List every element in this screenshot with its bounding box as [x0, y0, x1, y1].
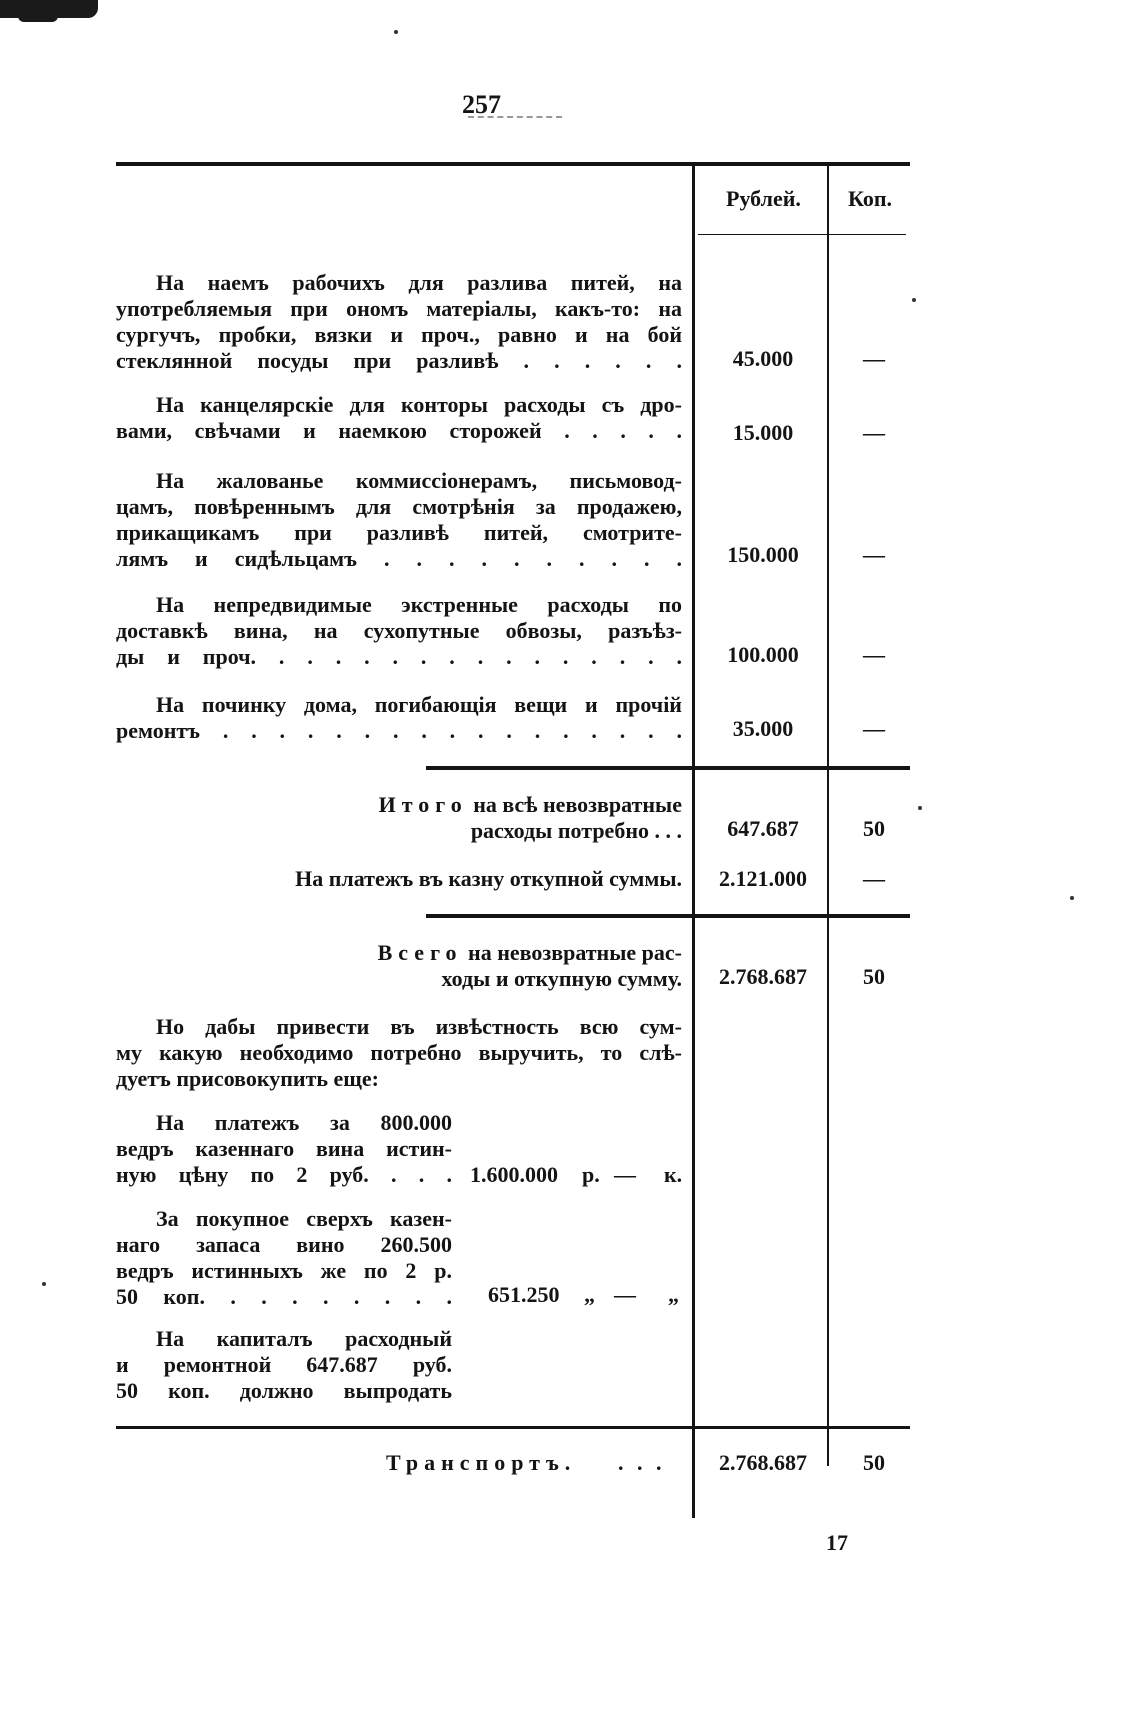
- expense-item: [116, 692, 682, 744]
- subtotal-word: Итого: [378, 792, 468, 817]
- total-line1: на невозвратные рас-: [468, 940, 682, 965]
- total-rule: [426, 914, 910, 918]
- sub-item-dash: —: [614, 1282, 636, 1307]
- kopeks-column-rule: [827, 166, 829, 1466]
- sub-item-unit-r: „: [584, 1282, 595, 1307]
- rubles-value: 100.000: [727, 642, 799, 667]
- sub-item-line: За покупное сверхъ казен-: [156, 1206, 452, 1231]
- sub-item: [116, 1326, 452, 1404]
- scan-speck: [912, 298, 916, 302]
- page-number-underline: [468, 116, 562, 118]
- item-line: лямъ и сидѣльцамъ . . . . . . . . . .: [116, 546, 682, 571]
- sub-item-line: На платежъ за 800.000: [156, 1110, 452, 1135]
- item-line: сургучъ, пробки, вязки и проч., равно и на бой: [116, 322, 682, 347]
- note-line: дуетъ присовокупить еще:: [116, 1066, 379, 1091]
- item-line: цамъ, повѣреннымъ для смотрѣнія за продажею,: [116, 494, 682, 519]
- sub-item-line: ную цѣну по 2 руб. . . .: [116, 1162, 452, 1187]
- kopeks-value: —: [863, 346, 885, 371]
- transport-dots: . . .: [618, 1450, 666, 1475]
- footer-number: 17: [826, 1530, 848, 1555]
- transport-rubles: 2.768.687: [719, 1450, 807, 1475]
- scan-speck: [42, 1282, 46, 1286]
- rubles-column-rule: [692, 166, 695, 1518]
- kopeks-value: —: [863, 716, 885, 741]
- item-line: прикащикамъ при разливѣ питей, смотрите-: [116, 520, 682, 545]
- scan-speck: [394, 30, 398, 34]
- note-line: му какую необходимо потребно выручить, то слѣ-: [116, 1040, 682, 1065]
- header-underline: [698, 234, 906, 235]
- expense-item: [116, 468, 682, 572]
- item-line: употребляемыя при ономъ матеріалы, какъ-то: на: [116, 296, 682, 321]
- scan-speck: [1070, 896, 1074, 900]
- rubles-value: 150.000: [727, 542, 799, 567]
- subtotal-line2: расходы потребно . . .: [470, 818, 682, 843]
- sub-item: [116, 1110, 452, 1188]
- sub-item-line: 50 коп. . . . . . . . .: [116, 1284, 452, 1309]
- sub-item-line: и ремонтной 647.687 руб.: [116, 1352, 452, 1377]
- transport-kopeks: 50: [863, 1450, 885, 1475]
- sub-item-amount: 651.250: [488, 1282, 560, 1307]
- sub-item-unit-r: р.: [582, 1162, 600, 1187]
- item-line: На непредвидимые экстренные расходы по: [156, 592, 682, 617]
- sub-item-line: На капиталъ расходный: [156, 1326, 452, 1351]
- payment-rubles: 2.121.000: [719, 866, 807, 891]
- item-line: стеклянной посуды при разливѣ . . . . . .: [116, 348, 682, 373]
- sub-item-dash: —: [614, 1162, 636, 1187]
- subtotal-rubles: 647.687: [727, 816, 799, 841]
- payment-label: На платежъ въ казну откупной суммы.: [295, 866, 682, 891]
- kopeks-column-header: Коп.: [848, 186, 893, 211]
- item-line: На наемъ рабочихъ для разлива питей, на: [156, 270, 682, 295]
- item-line: На починку дома, погибающія вещи и прочій: [156, 692, 682, 717]
- expense-item: [116, 592, 682, 670]
- item-line: доставкѣ вина, на сухопутные обвозы, разъѣз-: [116, 618, 682, 643]
- sub-item-line: ведръ казеннаго вина истин-: [116, 1136, 452, 1161]
- total-rubles: 2.768.687: [719, 964, 807, 989]
- payment-kopeks: —: [863, 866, 885, 891]
- expense-item: [116, 270, 682, 374]
- item-line: На жалованье коммиссіонерамъ, письмовод-: [156, 468, 682, 493]
- sub-item-line: наго запаса вино 260.500: [116, 1232, 452, 1257]
- subtotal-line1: на всѣ невозвратные: [473, 792, 682, 817]
- sub-item-line: ведръ истинныхъ же по 2 р.: [116, 1258, 452, 1283]
- sub-item: [116, 1206, 452, 1310]
- page-number: 257: [462, 90, 501, 119]
- kopeks-value: —: [863, 420, 885, 445]
- item-line: ремонтъ . . . . . . . . . . . . . . . . .: [116, 718, 682, 743]
- scan-speck: [918, 806, 922, 810]
- total-line2: ходы и откупную сумму.: [441, 966, 682, 991]
- total-word: Всего: [377, 940, 463, 965]
- total-label: [300, 940, 682, 966]
- subtotal-kopeks: 50: [863, 816, 885, 841]
- sub-item-amount: 1.600.000: [470, 1162, 558, 1187]
- subtotal-rule: [426, 766, 910, 770]
- item-line: вами, свѣчами и наемкою сторожей . . . . .: [116, 418, 682, 443]
- transport-rule: [116, 1426, 910, 1429]
- sub-item-unit-k: к.: [664, 1162, 683, 1187]
- subtotal-label: [300, 792, 682, 818]
- kopeks-value: —: [863, 642, 885, 667]
- rubles-column-header: Рублей.: [726, 186, 801, 211]
- expense-item: [116, 392, 682, 444]
- sub-item-unit-k: „: [668, 1282, 679, 1307]
- note-line: Но дабы привести въ извѣстность всю сум-: [156, 1014, 682, 1039]
- total-kopeks: 50: [863, 964, 885, 989]
- rubles-value: 15.000: [732, 420, 794, 445]
- item-line: На канцелярскіе для конторы расходы съ дро-: [156, 392, 682, 417]
- top-rule: [116, 162, 910, 166]
- rubles-value: 45.000: [732, 346, 794, 371]
- ink-blot: [18, 14, 58, 22]
- item-line: ды и проч. . . . . . . . . . . . . . . .: [116, 644, 682, 669]
- sub-item-line: 50 коп. должно выпродать: [116, 1378, 452, 1403]
- note-paragraph: [116, 1014, 682, 1092]
- kopeks-value: —: [863, 542, 885, 567]
- rubles-value: 35.000: [732, 716, 794, 741]
- transport-label: Транспортъ.: [386, 1450, 577, 1475]
